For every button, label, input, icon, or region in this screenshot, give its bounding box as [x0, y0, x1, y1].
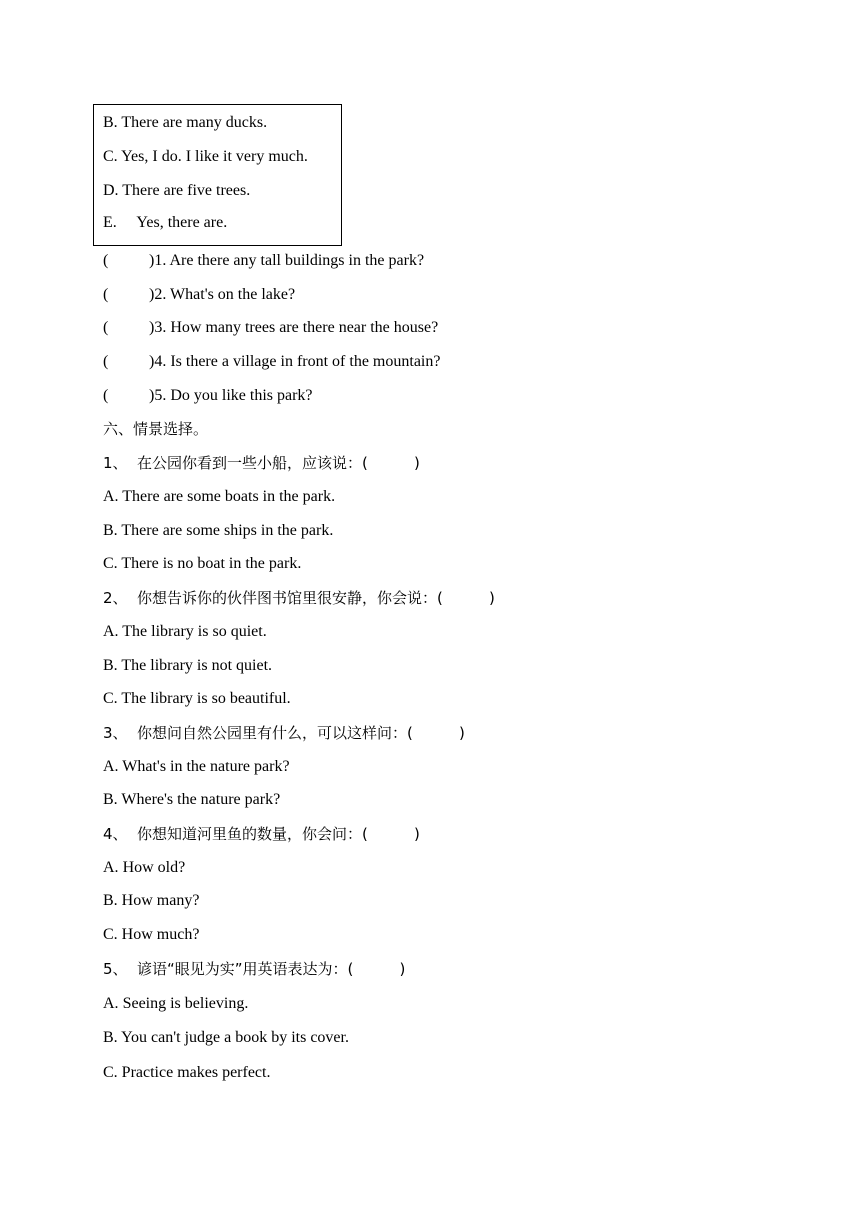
question-prompt: 你想问自然公园里有什么，可以这样问：( [137, 724, 413, 742]
answer-blank[interactable]: ) [414, 454, 420, 472]
match-question-4 [103, 352, 440, 372]
option-text: There are five trees. [122, 182, 251, 199]
situation-1-option-b [103, 521, 333, 541]
question-number: 3、 [103, 724, 128, 742]
situation-1-option-c [103, 554, 301, 574]
question-text: What's on the lake? [170, 286, 296, 303]
question-number: )5. [149, 387, 167, 404]
option-letter: A. [103, 758, 119, 775]
option-letter: D. [103, 182, 119, 199]
option-letter: C. [103, 690, 118, 707]
option-letter: B. [103, 1029, 118, 1046]
situation-2-option-a [103, 622, 267, 642]
answer-blank[interactable]: ( [103, 319, 109, 336]
question-number: 5、 [103, 960, 128, 978]
box-option-b [103, 113, 267, 133]
option-letter: A. [103, 995, 119, 1012]
question-prompt: 你想知道河里鱼的数量，你会问：( [137, 825, 368, 843]
question-number: )1. [149, 252, 167, 269]
option-text: How old? [122, 859, 186, 876]
answer-blank[interactable]: ) [414, 825, 420, 843]
question-number: )3. [149, 319, 167, 336]
situation-question-5 [103, 959, 405, 979]
box-option-d [103, 181, 250, 201]
option-text: Seeing is believing. [122, 995, 249, 1012]
question-number: 2、 [103, 589, 128, 607]
question-text: Is there a village in front of the mountain? [170, 353, 441, 370]
option-text: There is no boat in the park. [121, 555, 302, 572]
option-letter: A. [103, 623, 119, 640]
option-text: There are some boats in the park. [122, 488, 336, 505]
option-text: What's in the nature park? [122, 758, 290, 775]
match-question-3 [103, 318, 438, 338]
box-option-c [103, 147, 308, 167]
answer-blank[interactable]: ( [103, 286, 109, 303]
answer-blank[interactable]: ) [459, 724, 465, 742]
section-title: 六、情景选择。 [103, 420, 209, 438]
situation-3-option-a [103, 757, 290, 777]
option-text: Where's the nature park? [121, 791, 281, 808]
question-number: )2. [149, 286, 167, 303]
question-text: Do you like this park? [170, 387, 313, 404]
option-text: The library is so quiet. [122, 623, 267, 640]
option-letter: B. [103, 892, 118, 909]
question-number: 1、 [103, 454, 128, 472]
question-prompt: 谚语“眼见为实”用英语表达为：( [137, 960, 354, 978]
situation-question-4 [103, 824, 420, 844]
question-text: How many trees are there near the house? [170, 319, 439, 336]
question-number: )4. [149, 353, 167, 370]
option-letter: B. [103, 522, 118, 539]
box-option-e [103, 213, 227, 233]
option-letter: A. [103, 859, 119, 876]
answer-blank[interactable]: ) [399, 960, 406, 978]
answer-blank[interactable]: ( [103, 353, 109, 370]
option-text: There are some ships in the park. [121, 522, 334, 539]
situation-2-option-b [103, 656, 272, 676]
question-prompt: 你想告诉你的伙伴图书馆里很安静，你会说：( [137, 589, 443, 607]
situation-4-option-a [103, 858, 185, 878]
option-letter: A. [103, 488, 119, 505]
option-letter: C. [103, 555, 118, 572]
situation-5-option-c [103, 1063, 270, 1083]
option-letter: C. [103, 926, 118, 943]
option-text: How many? [121, 892, 200, 909]
situation-2-option-c [103, 689, 291, 709]
match-question-5 [103, 386, 313, 406]
situation-question-1 [103, 453, 420, 473]
option-text: There are many ducks. [121, 114, 268, 131]
option-letter: E. [103, 214, 117, 231]
option-text: The library is not quiet. [121, 657, 273, 674]
answer-blank[interactable]: ) [489, 589, 495, 607]
question-prompt: 在公园你看到一些小船，应该说：( [137, 454, 368, 472]
option-letter: C. [103, 148, 118, 165]
option-text: Yes, there are. [136, 214, 228, 231]
situation-1-option-a [103, 487, 335, 507]
question-number: 4、 [103, 825, 128, 843]
option-text: You can't judge a book by its cover. [121, 1029, 349, 1046]
option-text: The library is so beautiful. [121, 690, 291, 707]
option-letter: B. [103, 657, 118, 674]
option-text: Practice makes perfect. [121, 1064, 271, 1081]
answer-blank[interactable]: ( [103, 387, 109, 404]
question-text: Are there any tall buildings in the park? [169, 252, 425, 269]
situation-4-option-c [103, 925, 199, 945]
situation-4-option-b [103, 891, 199, 911]
match-question-1 [103, 251, 424, 271]
answer-blank[interactable]: ( [103, 252, 109, 269]
option-letter: C. [103, 1064, 118, 1081]
match-question-2 [103, 285, 295, 305]
situation-5-option-b [103, 1028, 349, 1048]
situation-question-2 [103, 588, 495, 608]
situation-5-option-a [103, 994, 248, 1014]
option-letter: B. [103, 114, 118, 131]
option-text: How much? [121, 926, 200, 943]
option-letter: B. [103, 791, 118, 808]
situation-3-option-b [103, 790, 280, 810]
option-text: Yes, I do. I like it very much. [121, 148, 308, 165]
situation-question-3 [103, 723, 465, 743]
